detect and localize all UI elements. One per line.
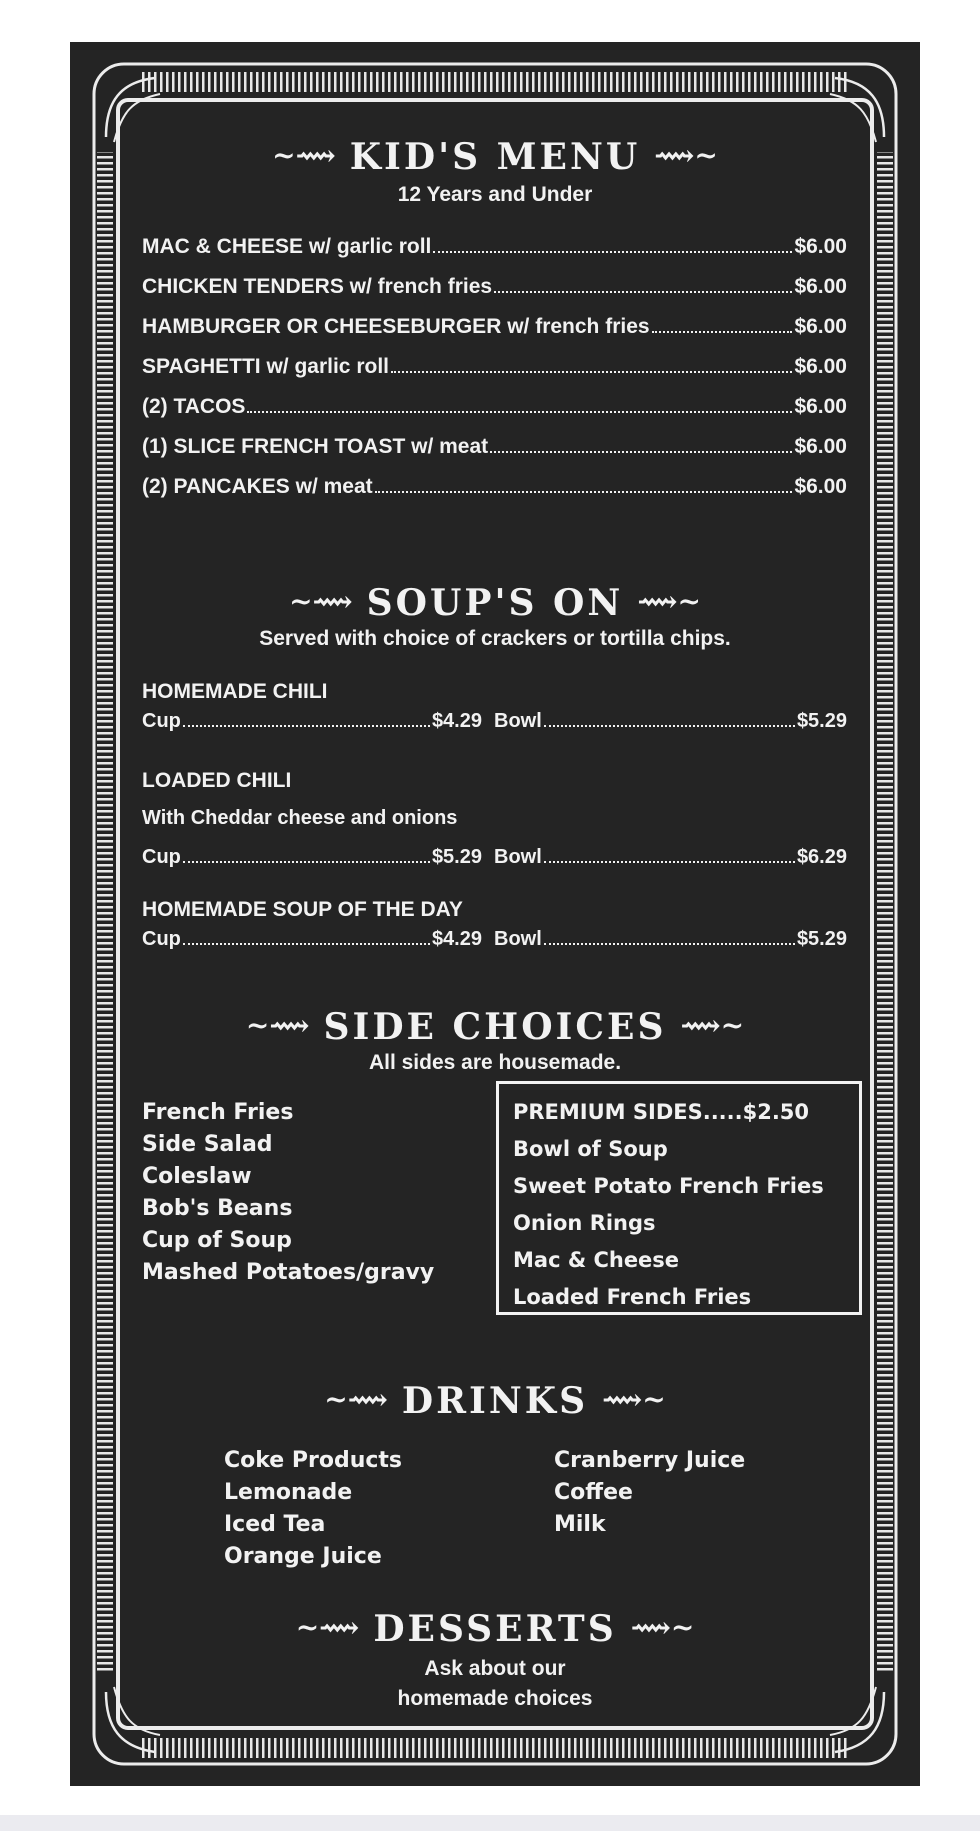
item-name: SPAGHETTI w/ garlic roll xyxy=(142,355,389,378)
list-item: Milk xyxy=(554,1512,606,1537)
item-name: HAMBURGER OR CHEESEBURGER w/ french fries xyxy=(142,315,650,338)
kids-item xyxy=(142,232,847,262)
item-price: $6.00 xyxy=(794,315,847,338)
sides-title: ~⟿ SIDE CHOICES ⟿~ xyxy=(245,1006,745,1048)
flourish-left-icon: ~⟿ xyxy=(289,585,353,618)
kids-item xyxy=(142,472,847,502)
cup-label: Cup xyxy=(142,928,181,950)
flourish-left-icon: ~⟿ xyxy=(245,1009,310,1042)
soup-name: HOMEMADE CHILI xyxy=(142,680,328,703)
soup-prices xyxy=(142,924,847,954)
item-name: (2) TACOS xyxy=(142,395,246,418)
cup-label: Cup xyxy=(142,846,181,868)
bowl-label: Bowl xyxy=(494,928,542,950)
flourish-right-icon: ⟿~ xyxy=(630,1611,695,1644)
kids-item xyxy=(142,352,847,382)
bowl-price: $5.29 xyxy=(796,710,847,732)
soups-title: ~⟿ SOUP'S ON ⟿~ xyxy=(289,582,701,624)
item-price: $6.00 xyxy=(794,275,847,298)
sides-subtitle: All sides are housemade. xyxy=(368,1051,622,1074)
cup-price: $4.29 xyxy=(431,928,482,950)
kids-menu-title: ~⟿ KID'S MENU ⟿~ xyxy=(272,136,718,178)
item-name: (2) PANCAKES w/ meat xyxy=(142,475,373,498)
flourish-left-icon: ~⟿ xyxy=(295,1611,360,1644)
cup-price: $4.29 xyxy=(431,710,482,732)
flourish-right-icon: ⟿~ xyxy=(602,1383,666,1416)
soup-name: LOADED CHILI xyxy=(142,769,292,792)
list-item: French Fries xyxy=(142,1100,294,1125)
flourish-right-icon: ⟿~ xyxy=(637,585,701,618)
premium-sides-header: PREMIUM SIDES.....$2.50 xyxy=(513,1100,810,1124)
list-item: Onion Rings xyxy=(513,1211,656,1235)
desserts-note-line2: homemade choices xyxy=(397,1687,593,1710)
list-item: Side Salad xyxy=(142,1132,273,1157)
item-price: $6.00 xyxy=(794,355,847,378)
kids-item xyxy=(142,432,847,462)
desserts-note-line1: Ask about our xyxy=(424,1657,566,1680)
kids-menu-subtitle: 12 Years and Under xyxy=(397,183,593,206)
item-name: MAC & CHEESE w/ garlic roll xyxy=(142,235,432,258)
list-item: Coleslaw xyxy=(142,1164,252,1189)
flourish-left-icon: ~⟿ xyxy=(272,139,336,172)
cup-label: Cup xyxy=(142,710,181,732)
window-bottom-strip xyxy=(0,1815,980,1831)
item-name: CHICKEN TENDERS w/ french fries xyxy=(142,275,493,298)
list-item: Loaded French Fries xyxy=(513,1285,752,1309)
item-price: $6.00 xyxy=(794,395,847,418)
soup-prices xyxy=(142,842,847,872)
drinks-title: ~⟿ DRINKS ⟿~ xyxy=(324,1380,666,1422)
item-price: $6.00 xyxy=(794,235,847,258)
bowl-label: Bowl xyxy=(494,846,542,868)
item-price: $6.00 xyxy=(794,435,847,458)
list-item: Mashed Potatoes/gravy xyxy=(142,1260,435,1285)
premium-sides-box xyxy=(496,1081,862,1315)
kids-item xyxy=(142,312,847,342)
drinks-left-column xyxy=(224,1445,402,1573)
bowl-price: $5.29 xyxy=(796,928,847,950)
bowl-label: Bowl xyxy=(494,710,542,732)
list-item: Bowl of Soup xyxy=(513,1137,668,1161)
item-price: $6.00 xyxy=(794,475,847,498)
flourish-left-icon: ~⟿ xyxy=(324,1383,388,1416)
list-item: Coke Products xyxy=(224,1448,403,1473)
soup-name: HOMEMADE SOUP OF THE DAY xyxy=(142,898,463,921)
soup-prices xyxy=(142,706,847,736)
list-item: Bob's Beans xyxy=(142,1196,293,1221)
list-item: Mac & Cheese xyxy=(513,1248,680,1272)
kids-item xyxy=(142,392,847,422)
cup-price: $5.29 xyxy=(431,846,482,868)
drinks-right-column xyxy=(554,1445,745,1541)
kids-item xyxy=(142,272,847,302)
side-list xyxy=(142,1097,434,1289)
flourish-right-icon: ⟿~ xyxy=(654,139,718,172)
item-name: (1) SLICE FRENCH TOAST w/ meat xyxy=(142,435,489,458)
list-item: Sweet Potato French Fries xyxy=(513,1174,824,1198)
soup-note: With Cheddar cheese and onions xyxy=(142,807,458,829)
list-item: Iced Tea xyxy=(224,1512,326,1537)
desserts-title: ~⟿ DESSERTS ⟿~ xyxy=(295,1608,695,1650)
list-item: Lemonade xyxy=(224,1480,353,1505)
list-item: Orange Juice xyxy=(224,1544,382,1569)
menu-board xyxy=(70,42,920,1786)
list-item: Cranberry Juice xyxy=(554,1448,746,1473)
list-item: Coffee xyxy=(554,1480,633,1505)
flourish-right-icon: ⟿~ xyxy=(680,1009,745,1042)
soups-subtitle: Served with choice of crackers or tortilla chips. xyxy=(259,627,731,650)
bowl-price: $6.29 xyxy=(796,846,847,868)
list-item: Cup of Soup xyxy=(142,1228,292,1253)
